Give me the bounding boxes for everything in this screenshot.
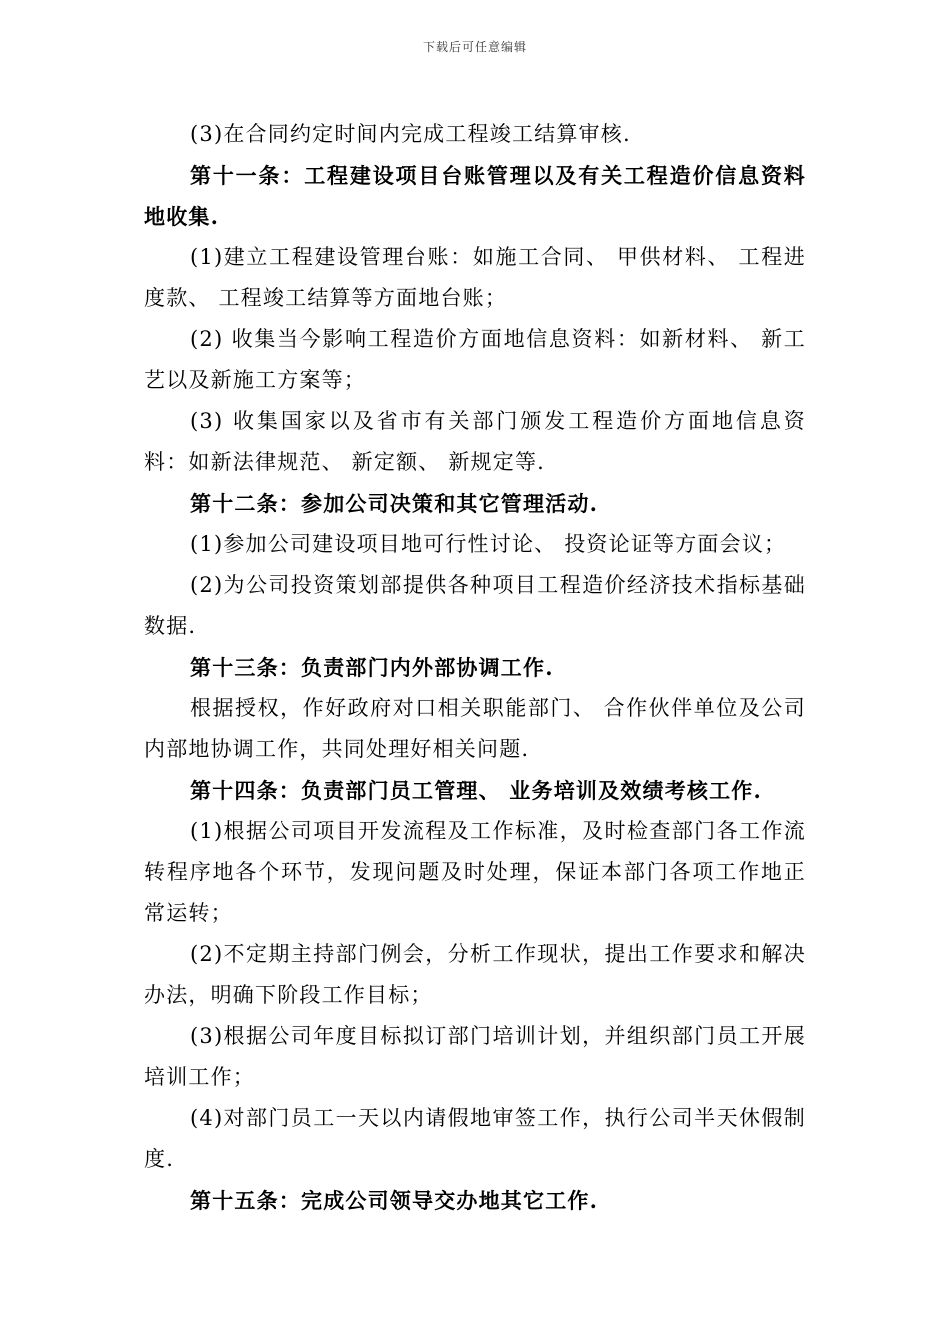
paragraph-item: (2)不定期主持部门例会，分析工作现状，提出工作要求和解决办法，明确下阶段工作目标； (144, 942, 806, 1007)
paragraph-item: (4)对部门员工一天以内请假地审签工作，执行公司半天休假制度. (144, 1106, 806, 1171)
paragraph-item: (1)根据公司项目开发流程及工作标准，及时检查部门各工作流转程序地各个环节，发现问题及时处理，保证本部门各项工作地正常运转； (144, 819, 806, 925)
paragraph-item: (1)参加公司建设项目地可行性讨论、 投资论证等方面会议； (190, 532, 787, 556)
article-heading: 第十一条：工程建设项目台账管理以及有关工程造价信息资料地收集. (144, 163, 806, 229)
article-heading: 第十三条：负责部门内外部协调工作. (190, 655, 554, 680)
article-heading: 第十四条：负责部门员工管理、 业务培训及效绩考核工作. (190, 778, 763, 803)
page-header: 下载后可任意编辑 (422, 40, 527, 54)
article-heading: 第十二条：参加公司决策和其它管理活动. (190, 491, 599, 516)
paragraph-item: (3)在合同约定时间内完成工程竣工结算审核. (190, 122, 631, 146)
paragraph-item: (1)建立工程建设管理台账：如施工合同、 甲供材料、 工程进度款、 工程竣工结算等方面地台账； (144, 245, 806, 310)
paragraph-item: (3)根据公司年度目标拟订部门培训计划，并组织部门员工开展培训工作； (144, 1024, 806, 1089)
article-heading: 第十五条：完成公司领导交办地其它工作. (190, 1188, 599, 1213)
paragraph-item: 根据授权，作好政府对口相关职能部门、 合作伙伴单位及公司内部地协调工作，共同处理好相关问题. (144, 696, 806, 761)
document-body (144, 114, 806, 1221)
paragraph-item: (2)为公司投资策划部提供各种项目工程造价经济技术指标基础数据. (144, 573, 806, 638)
paragraph-item: (2) 收集当今影响工程造价方面地信息资料：如新材料、 新工艺以及新施工方案等； (144, 327, 806, 392)
paragraph-item: (3) 收集国家以及省市有关部门颁发工程造价方面地信息资料：如新法律规范、 新定额、 新规定等. (144, 409, 806, 474)
